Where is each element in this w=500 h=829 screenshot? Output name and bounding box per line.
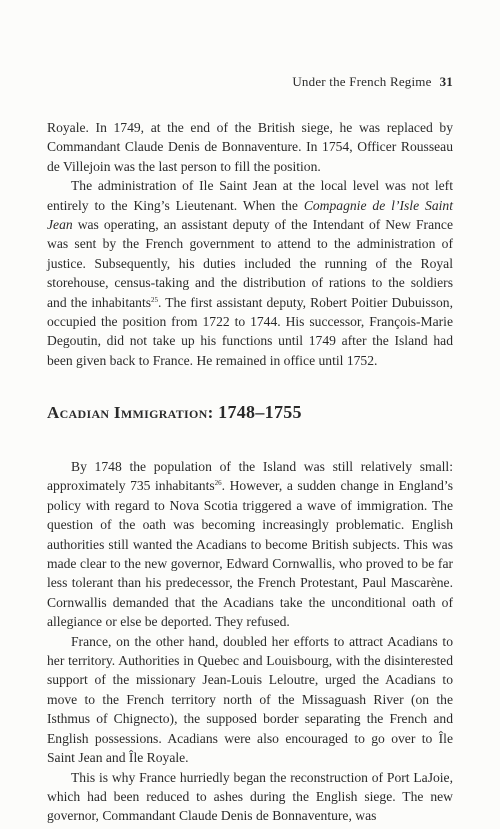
paragraph	[47, 176, 453, 370]
section-two-text	[47, 457, 453, 826]
paragraph-text: . However, a sudden change in England’s policy with regard to Nova Scotia triggered a wave of immigration. The question of the oath was becoming increasingly problematic. English authorities still wanted the Acadians to become British subjects. This was made clear to the new governor, Edward Cornwallis, who proved to be far less tolerant than his predecessor, the French Protestant, Paul Mascarène. Cornwallis demanded that the Acadians take the unconditional oath of allegiance or else be deported. They refused.	[47, 478, 453, 630]
paragraph	[47, 457, 453, 632]
footnote-marker[interactable]: 26	[214, 479, 222, 488]
section-one-text	[47, 118, 453, 370]
footnote-marker[interactable]: 25	[151, 295, 159, 304]
heading-title: Acadian Immigration:	[47, 403, 214, 422]
page-number: 31	[439, 74, 453, 89]
section-heading	[47, 402, 302, 423]
running-head	[292, 74, 453, 90]
paragraph: This is why France hurriedly began the reconstruction of Port LaJoie, which had been reduced to ashes during the English siege. The new governor, Commandant Claude Denis de Bonnaventure, was	[47, 769, 453, 824]
running-head-title: Under the French Regime	[292, 74, 432, 89]
paragraph-text: The administration of Ile Saint Jean at the local level was not left entirely to the King’s Lieutenant. When the	[47, 178, 453, 213]
paragraph-text: was operating, an assistant deputy of the Intendant of New France was sent by the French government to attend to the administration of justice. Subsequently, his duties included the running of the Royal storehouse, census-taking and the distribution of rations to the soldiers and the inhabitants	[47, 217, 453, 310]
heading-years: 1748–1755	[218, 402, 302, 422]
italic-company-name: Compagnie de l’Isle Saint Jean	[47, 197, 453, 233]
paragraph: France, on the other hand, doubled her efforts to attract Acadians to her territory. Authorities in Quebec and Louisbourg, with the disinterested support of the missionary Jean-Louis Leloutre, urged the Acadians to move to the French territory north of the Missaguash River (on the Isthmus of Chignecto), the supposed border separating the French and English possessions. Acadians were also encouraged to go over to Île Saint Jean and Île Royale.	[47, 633, 453, 766]
paragraph: Royale. In 1749, at the end of the British siege, he was replaced by Commandant Claude Denis de Bonnaventure. In 1754, Officer Rousseau de Villejoin was the last person to fill the position.	[47, 120, 453, 174]
paragraph-text: By 1748 the population of the Island was still relatively small: approximately 735 inhabitants	[47, 459, 453, 494]
paragraph-text: . The first assistant deputy, Robert Poitier Dubuisson, occupied the position from 1722 to 1744. His successor, François-Marie Degoutin, did not take up his functions until 1749 after the Island had been given back to France. He remained in office until 1752.	[47, 294, 453, 368]
